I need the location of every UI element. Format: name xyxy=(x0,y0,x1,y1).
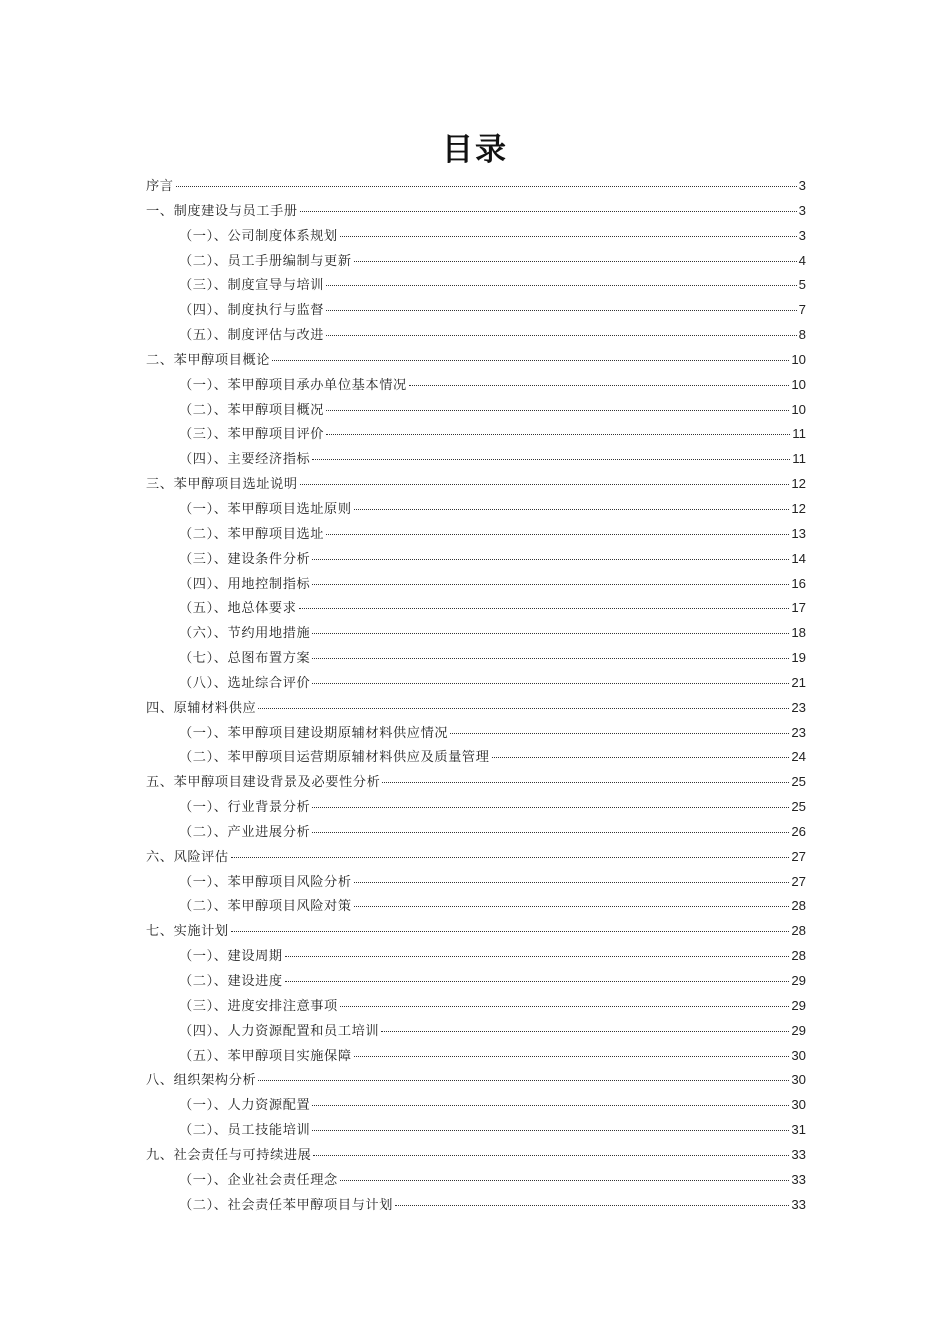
toc-section-entry[interactable] xyxy=(146,770,806,795)
toc-section-entry[interactable] xyxy=(146,348,806,373)
toc-entry-label: 九、社会责任与可持续进展 xyxy=(146,1147,312,1163)
toc-page-number: 28 xyxy=(791,898,806,914)
toc-page-number: 23 xyxy=(791,724,806,740)
toc-dot-leader xyxy=(300,210,797,212)
toc-dot-leader xyxy=(326,533,789,535)
toc-entry-label: （二）、苯甲醇项目运营期原辅材料供应及质量管理 xyxy=(179,750,490,766)
toc-dot-leader xyxy=(326,433,790,435)
toc-dot-leader xyxy=(300,483,790,485)
toc-subsection-entry[interactable] xyxy=(146,572,806,597)
toc-subsection-entry[interactable] xyxy=(146,447,806,472)
toc-entry-label: （八）、选址综合评价 xyxy=(179,675,311,691)
toc-dot-leader xyxy=(382,781,789,783)
toc-dot-leader xyxy=(231,856,790,858)
toc-entry-label: （一）、苯甲醇项目承办单位基本情况 xyxy=(179,377,407,393)
toc-entry-label: （二）、员工技能培训 xyxy=(179,1123,311,1139)
toc-subsection-entry[interactable] xyxy=(146,273,806,298)
toc-page-number: 16 xyxy=(791,575,806,591)
toc-page-number: 33 xyxy=(791,1146,806,1162)
toc-entry-label: （二）、建设进度 xyxy=(179,974,283,989)
toc-dot-leader xyxy=(340,1005,789,1007)
toc-dot-leader xyxy=(312,1129,789,1131)
toc-dot-leader xyxy=(312,831,789,833)
toc-dot-leader xyxy=(354,881,790,883)
toc-entry-label: （二）、社会责任苯甲醇项目与计划 xyxy=(179,1197,393,1213)
toc-entry-label: （一）、苯甲醇项目风险分析 xyxy=(179,874,352,890)
toc-dot-leader xyxy=(176,185,797,187)
toc-entry-label: 八、组织架构分析 xyxy=(146,1073,257,1089)
toc-dot-leader xyxy=(299,607,790,609)
toc-dot-leader xyxy=(312,657,789,659)
toc-entry-label: （六）、节约用地措施 xyxy=(179,626,311,642)
toc-subsection-entry[interactable] xyxy=(146,522,806,547)
toc-page-number: 29 xyxy=(791,973,806,988)
toc-dot-leader xyxy=(231,930,790,932)
toc-dot-leader xyxy=(340,235,797,237)
toc-subsection-entry[interactable] xyxy=(146,671,806,696)
toc-dot-leader xyxy=(312,682,789,684)
toc-entry-label: 七、实施计划 xyxy=(146,924,229,940)
toc-page-number: 11 xyxy=(792,451,806,467)
toc-entry-label: （二）、员工手册编制与更新 xyxy=(179,253,352,269)
toc-dot-leader xyxy=(312,632,789,634)
toc-dot-leader xyxy=(354,1055,790,1057)
toc-title: 目录 xyxy=(442,132,508,168)
toc-entry-label: （四）、人力资源配置和员工培训 xyxy=(179,1023,380,1039)
toc-page-number: 28 xyxy=(791,923,806,939)
toc-page-number: 10 xyxy=(791,351,806,367)
toc-entry-label: 一、制度建设与员工手册 xyxy=(146,203,298,219)
toc-dot-leader xyxy=(326,334,797,336)
toc-entry-label: （三）、制度宣导与培训 xyxy=(179,278,325,294)
toc-entry-label: （一）、行业背景分析 xyxy=(179,800,311,816)
toc-page-number: 31 xyxy=(791,1122,806,1138)
toc-subsection-entry[interactable] xyxy=(146,323,806,348)
toc-dot-leader xyxy=(450,732,789,734)
toc-page-number: 7 xyxy=(798,302,806,318)
toc-section-entry[interactable] xyxy=(146,919,806,944)
toc-dot-leader xyxy=(326,409,789,411)
toc-section-entry[interactable] xyxy=(146,472,806,497)
toc-dot-leader xyxy=(409,384,790,386)
toc-entry-label: （一）、人力资源配置 xyxy=(179,1098,311,1114)
toc-dot-leader xyxy=(312,458,790,460)
toc-page-number: 3 xyxy=(798,202,806,218)
toc-entry-label: （三）、进度安排注意事项 xyxy=(179,998,338,1014)
toc-page-number: 12 xyxy=(791,500,806,516)
toc-dot-leader xyxy=(354,260,797,262)
toc-subsection-entry[interactable] xyxy=(146,422,806,447)
toc-entry-label: （七）、总图布置方案 xyxy=(179,651,311,667)
toc-dot-leader xyxy=(258,707,789,709)
toc-entry-label: （三）、建设条件分析 xyxy=(179,551,311,567)
toc-page-number: 29 xyxy=(791,997,806,1013)
toc-entry-label: （五）、地总体要求 xyxy=(179,601,297,617)
toc-subsection-entry[interactable] xyxy=(146,994,806,1019)
toc-page-number: 19 xyxy=(791,650,806,666)
toc-entry-label: 六、风险评估 xyxy=(146,849,229,865)
toc-section-entry[interactable] xyxy=(146,174,806,199)
toc-dot-leader xyxy=(354,508,790,510)
toc-page-number: 23 xyxy=(791,699,806,715)
toc-entry-label: （三）、苯甲醇项目评价 xyxy=(179,427,325,443)
toc-subsection-entry[interactable] xyxy=(146,621,806,646)
toc-subsection-entry[interactable] xyxy=(146,1193,806,1218)
toc-page-number: 13 xyxy=(791,525,806,541)
toc-section-entry[interactable] xyxy=(146,1143,806,1168)
toc-page-number: 24 xyxy=(791,749,806,765)
toc-page-number: 12 xyxy=(791,476,806,492)
toc-subsection-entry[interactable] xyxy=(146,721,806,746)
toc-subsection-entry[interactable] xyxy=(146,969,806,994)
toc-entry-label: 四、原辅材料供应 xyxy=(146,700,257,716)
toc-page-number: 10 xyxy=(791,376,806,392)
toc-subsection-entry[interactable] xyxy=(146,795,806,820)
toc-page-number: 28 xyxy=(791,948,806,964)
toc-page-number: 26 xyxy=(791,823,806,839)
toc-entry-label: 五、苯甲醇项目建设背景及必要性分析 xyxy=(146,775,381,791)
toc-dot-leader xyxy=(285,955,790,957)
toc-dot-leader xyxy=(312,558,789,560)
toc-dot-leader xyxy=(313,1154,789,1156)
toc-subsection-entry[interactable] xyxy=(146,224,806,249)
toc-page-number: 3 xyxy=(798,178,806,193)
toc-subsection-entry[interactable] xyxy=(146,1044,806,1069)
toc-subsection-entry[interactable] xyxy=(146,944,806,969)
toc-page-number: 30 xyxy=(791,1047,806,1063)
toc-dot-leader xyxy=(272,359,789,361)
toc-entry-label: （一）、公司制度体系规划 xyxy=(179,228,338,244)
toc-dot-leader xyxy=(340,1179,789,1181)
toc-section-entry[interactable] xyxy=(146,696,806,721)
toc-entry-label: （二）、苯甲醇项目概况 xyxy=(179,402,325,418)
toc-dot-leader xyxy=(326,309,797,311)
toc-entry-label: （五）、制度评估与改进 xyxy=(179,328,325,344)
toc-dot-leader xyxy=(354,905,790,907)
toc-subsection-entry[interactable] xyxy=(146,1019,806,1044)
toc-page-number: 10 xyxy=(791,401,806,417)
toc-subsection-entry[interactable] xyxy=(146,820,806,845)
toc-page-number: 21 xyxy=(791,674,806,690)
toc-dot-leader xyxy=(326,284,797,286)
toc-entry-label: （二）、产业进展分析 xyxy=(179,824,311,840)
toc-page-number: 11 xyxy=(792,426,806,442)
toc-page-number: 30 xyxy=(791,1097,806,1113)
toc-entry-label: 三、苯甲醇项目选址说明 xyxy=(146,477,298,493)
toc-entry-label: （一）、企业社会责任理念 xyxy=(179,1172,338,1188)
toc-page-number: 4 xyxy=(798,252,806,268)
toc-entry-label: （一）、建设周期 xyxy=(179,949,283,965)
toc-dot-leader xyxy=(312,583,789,585)
toc-page-number: 25 xyxy=(791,774,806,790)
toc-page-number: 18 xyxy=(791,625,806,641)
toc-page-number: 5 xyxy=(798,277,806,293)
toc-entry-label: 二、苯甲醇项目概论 xyxy=(146,352,271,368)
toc-subsection-entry[interactable] xyxy=(146,1168,806,1193)
toc-page-number: 29 xyxy=(791,1022,806,1038)
toc-page-number: 27 xyxy=(791,873,806,889)
toc-entry-label: （一）、苯甲醇项目选址原则 xyxy=(179,501,352,517)
toc-dot-leader xyxy=(312,1104,789,1106)
toc-dot-leader xyxy=(395,1204,789,1206)
toc-dot-leader xyxy=(492,756,790,758)
toc-subsection-entry[interactable] xyxy=(146,870,806,895)
toc-entry-label: （四）、制度执行与监督 xyxy=(179,303,325,319)
toc-page-number: 3 xyxy=(798,227,806,243)
toc-section-entry[interactable] xyxy=(146,845,806,870)
toc-page-number: 17 xyxy=(791,600,806,616)
toc-page-number: 33 xyxy=(791,1171,806,1187)
toc-page-number: 33 xyxy=(791,1196,806,1212)
toc-section-entry[interactable] xyxy=(146,199,806,224)
toc-subsection-entry[interactable] xyxy=(146,249,806,274)
toc-subsection-entry[interactable] xyxy=(146,646,806,671)
toc-page-number: 8 xyxy=(798,327,806,343)
toc-subsection-entry[interactable] xyxy=(146,497,806,522)
toc-subsection-entry[interactable] xyxy=(146,298,806,323)
toc-page-number: 27 xyxy=(791,848,806,864)
toc-dot-leader xyxy=(285,980,790,982)
toc-entry-label: （四）、主要经济指标 xyxy=(179,452,311,468)
toc-entry-label: （二）、苯甲醇项目选址 xyxy=(179,526,325,542)
toc-subsection-entry[interactable] xyxy=(146,596,806,621)
toc-page-number: 30 xyxy=(791,1072,806,1088)
table-of-contents xyxy=(146,174,806,1217)
toc-subsection-entry[interactable] xyxy=(146,547,806,572)
toc-subsection-entry[interactable] xyxy=(146,398,806,423)
toc-entry-label: （二）、苯甲醇项目风险对策 xyxy=(179,899,352,915)
toc-dot-leader xyxy=(258,1079,789,1081)
toc-entry-label: （一）、苯甲醇项目建设期原辅材料供应情况 xyxy=(179,725,449,741)
toc-page-number: 14 xyxy=(791,550,806,566)
toc-entry-label: 序言 xyxy=(146,179,174,194)
toc-page-number: 25 xyxy=(791,799,806,815)
toc-subsection-entry[interactable] xyxy=(146,373,806,398)
toc-subsection-entry[interactable] xyxy=(146,1118,806,1143)
toc-section-entry[interactable] xyxy=(146,1068,806,1093)
toc-entry-label: （四）、用地控制指标 xyxy=(179,576,311,592)
toc-subsection-entry[interactable] xyxy=(146,894,806,919)
toc-dot-leader xyxy=(312,806,789,808)
toc-subsection-entry[interactable] xyxy=(146,1093,806,1118)
toc-entry-label: （五）、苯甲醇项目实施保障 xyxy=(179,1048,352,1064)
toc-dot-leader xyxy=(381,1030,789,1032)
toc-subsection-entry[interactable] xyxy=(146,745,806,770)
